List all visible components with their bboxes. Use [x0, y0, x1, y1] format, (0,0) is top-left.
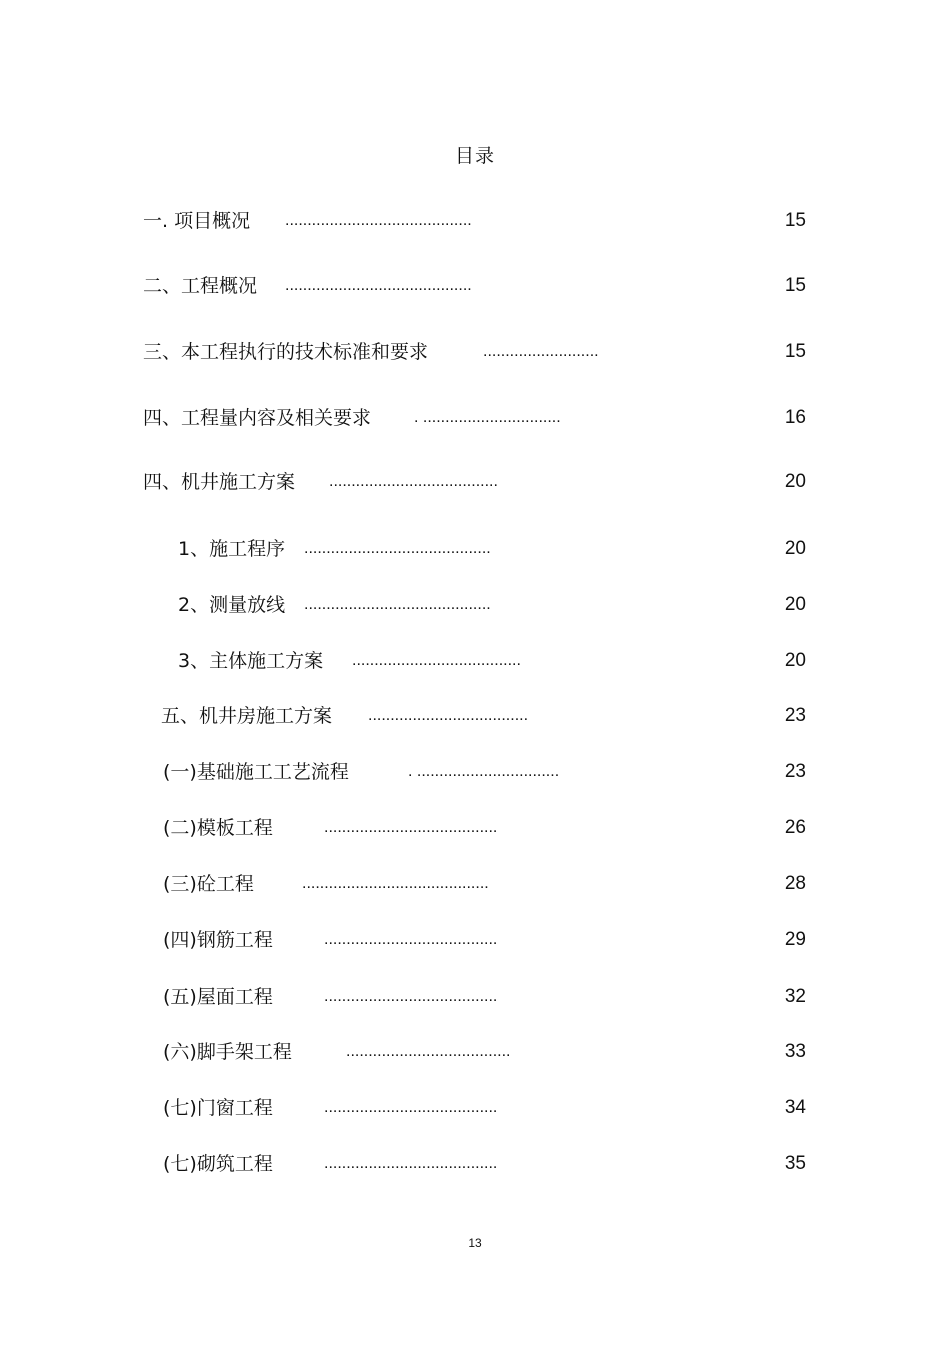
toc-entry-page: 16 — [784, 407, 806, 428]
toc-entry — [0, 814, 950, 842]
toc-entry — [0, 647, 950, 675]
toc-entry-leader: .......................................... — [304, 596, 491, 613]
toc-entry-label: 四、工程量内容及相关要求 — [143, 407, 372, 429]
toc-entry-page: 28 — [784, 873, 806, 894]
toc-entry-label: (四)钢筋工程 — [163, 929, 273, 951]
toc-entry-leader: ....................................... — [324, 1155, 498, 1172]
toc-entry — [0, 1094, 950, 1122]
toc-entry-label: 五、机井房施工方案 — [161, 705, 333, 727]
toc-entry-leader: . ............................... — [414, 409, 561, 426]
toc-entry — [0, 926, 950, 954]
toc-entry — [0, 468, 950, 496]
toc-entry — [0, 1150, 950, 1178]
toc-entry-leader: . ................................ — [408, 763, 560, 780]
toc-entry — [0, 272, 950, 300]
toc-entry — [0, 702, 950, 730]
page-number: 13 — [468, 1236, 482, 1250]
toc-entry — [0, 207, 950, 235]
toc-entry-label: 四、机井施工方案 — [143, 471, 296, 493]
toc-entry — [0, 1038, 950, 1066]
toc-entry-leader: .......................................... — [285, 277, 472, 294]
toc-entry-page: 15 — [784, 341, 806, 362]
toc-entry-label: 1、施工程序 — [178, 538, 286, 560]
toc-entry-label: 二、工程概况 — [143, 275, 258, 297]
toc-entry-label: 一. 项目概况 — [143, 210, 251, 232]
toc-entry-leader: .......................................... — [304, 540, 491, 557]
toc-entry-label: 2、测量放线 — [178, 594, 286, 616]
toc-entry-label: 3、主体施工方案 — [178, 650, 324, 672]
toc-title: 目录 — [454, 145, 495, 167]
toc-entry-page: 23 — [784, 705, 806, 726]
toc-entry-leader: .......................... — [483, 343, 599, 360]
toc-entry-label: (一)基础施工工艺流程 — [163, 761, 349, 783]
toc-entry-label: (三)砼工程 — [163, 873, 254, 895]
toc-entry-page: 32 — [784, 986, 806, 1007]
toc-entry-page: 20 — [784, 538, 806, 559]
toc-entry-page: 15 — [784, 275, 806, 296]
toc-entry-leader: .......................................... — [285, 212, 472, 229]
toc-entry-leader: .................................... — [368, 707, 529, 724]
toc-entry-label: (五)屋面工程 — [163, 986, 273, 1008]
toc-entry-label: 三、本工程执行的技术标准和要求 — [143, 341, 429, 363]
toc-entry-leader: ....................................... — [324, 819, 498, 836]
toc-entry — [0, 404, 950, 432]
toc-entry-page: 29 — [784, 929, 806, 950]
toc-entry-leader: ....................................... — [324, 931, 498, 948]
toc-entry-page: 20 — [784, 471, 806, 492]
toc-entry — [0, 758, 950, 786]
toc-entry-page: 26 — [784, 817, 806, 838]
toc-entry-page: 15 — [784, 210, 806, 231]
toc-entry-page: 35 — [784, 1153, 806, 1174]
toc-entry-page: 34 — [784, 1097, 806, 1118]
toc-entry-page: 33 — [784, 1041, 806, 1062]
toc-entry-page: 20 — [784, 594, 806, 615]
toc-entry — [0, 338, 950, 366]
toc-entry-page: 20 — [784, 650, 806, 671]
toc-entry-leader: ....................................... — [324, 1099, 498, 1116]
toc-entry — [0, 983, 950, 1011]
toc-entry — [0, 591, 950, 619]
toc-entry-leader: ...................................... — [352, 652, 521, 669]
toc-entry-leader: .......................................... — [302, 875, 489, 892]
toc-entry-leader: ....................................... — [324, 988, 498, 1005]
toc-entry-label: (七)砌筑工程 — [163, 1153, 273, 1175]
toc-entry — [0, 870, 950, 898]
toc-entry-label: (二)模板工程 — [163, 817, 273, 839]
toc-entry-label: (六)脚手架工程 — [163, 1041, 292, 1063]
toc-entry-leader: ..................................... — [346, 1043, 511, 1060]
toc-entry-page: 23 — [784, 761, 806, 782]
toc-entry-leader: ...................................... — [329, 473, 498, 490]
toc-entry-label: (七)门窗工程 — [163, 1097, 273, 1119]
toc-entry — [0, 535, 950, 563]
